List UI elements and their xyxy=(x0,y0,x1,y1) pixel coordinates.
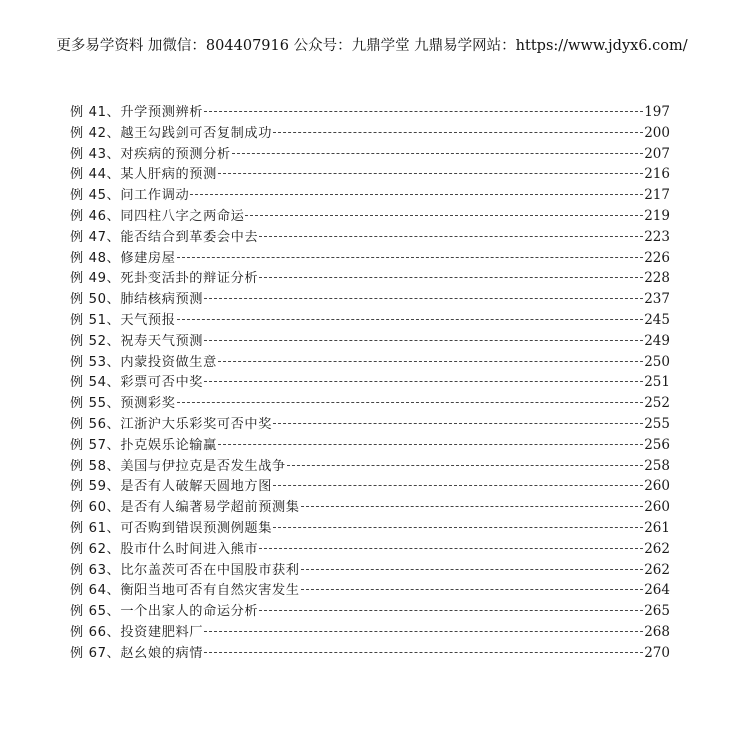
toc-entry-page: 270 xyxy=(644,644,670,661)
toc-entry xyxy=(70,185,670,206)
toc-entry-page: 197 xyxy=(644,104,670,120)
toc-entry-page: 219 xyxy=(644,207,670,224)
toc-entry-title: 例 64、衡阳当地可否有自然灾害发生 xyxy=(70,583,300,599)
toc-entry-page: 249 xyxy=(644,332,670,349)
toc-entry-page: 260 xyxy=(644,499,670,516)
toc-entry xyxy=(70,456,670,477)
toc-entry-title: 例 41、升学预测辨析 xyxy=(70,105,204,120)
toc-entry-title: 例 58、美国与伊拉克是否发生战争 xyxy=(70,458,286,474)
toc-entry xyxy=(70,414,670,435)
toc-entry xyxy=(70,102,670,123)
toc-entry-title: 例 62、股市什么时间进入熊市 xyxy=(70,541,259,557)
toc-entry xyxy=(70,560,670,581)
toc-entry-title: 例 48、修建房屋 xyxy=(70,250,176,266)
toc-entry-page: 200 xyxy=(644,124,670,141)
page-header: 更多易学资料 加微信：804407916 公众号：九鼎学堂 九鼎易学网站：https://www.jdyx6.com/ xyxy=(56,38,688,54)
toc-entry xyxy=(70,289,670,310)
toc-entry xyxy=(70,164,670,185)
toc-entry-page: 223 xyxy=(644,228,670,245)
toc-entry-page: 268 xyxy=(644,623,670,640)
dotted-leader xyxy=(204,651,643,653)
toc-entry-title: 例 59、是否有人破解天圆地方图 xyxy=(70,479,273,495)
dotted-leader xyxy=(301,568,644,570)
dotted-leader xyxy=(301,588,644,590)
toc-entry-page: 237 xyxy=(644,291,670,308)
toc-entry-page: 226 xyxy=(644,249,670,266)
toc-entry-page: 260 xyxy=(644,478,670,495)
toc-entry xyxy=(70,123,670,144)
dotted-leader xyxy=(177,318,644,320)
toc-entry-title: 例 42、越王勾践剑可否复制成功 xyxy=(70,125,273,141)
dotted-leader xyxy=(259,235,643,237)
toc-entry-title: 例 65、一个出家人的命运分析 xyxy=(70,604,259,620)
toc-entry xyxy=(70,622,670,643)
toc-entry-page: 252 xyxy=(644,395,670,412)
dotted-leader xyxy=(301,505,644,507)
dotted-leader xyxy=(218,443,643,445)
dotted-leader xyxy=(273,526,643,528)
dotted-leader xyxy=(218,360,643,362)
dotted-leader xyxy=(204,339,643,341)
toc-entry-page: 251 xyxy=(644,374,670,391)
toc-entry-title: 例 67、赵幺娘的病情 xyxy=(70,645,204,661)
toc-entry-title: 例 44、某人肝病的预测 xyxy=(70,167,217,183)
dotted-leader xyxy=(177,256,644,258)
toc-entry-page: 217 xyxy=(644,187,670,204)
toc-entry-page: 261 xyxy=(644,519,670,536)
toc-entry xyxy=(70,206,670,227)
dotted-leader xyxy=(204,380,643,382)
toc-entry xyxy=(70,372,670,393)
dotted-leader xyxy=(245,214,643,216)
dotted-leader xyxy=(287,464,643,466)
toc-entry xyxy=(70,539,670,560)
toc-entry xyxy=(70,144,670,165)
dotted-leader xyxy=(190,193,643,195)
toc-entry-title: 例 61、可否购到错误预测例题集 xyxy=(70,520,273,536)
dotted-leader xyxy=(259,276,643,278)
dotted-leader xyxy=(273,422,643,424)
dotted-leader xyxy=(232,152,644,154)
toc-entry-title: 例 46、同四柱八字之两命运 xyxy=(70,208,245,224)
toc-entry-page: 264 xyxy=(644,582,670,599)
dotted-leader xyxy=(177,401,644,403)
dotted-leader xyxy=(218,172,643,174)
toc-entry xyxy=(70,580,670,601)
toc-entry xyxy=(70,497,670,518)
toc-entry-title: 例 43、对疾病的预测分析 xyxy=(70,146,231,162)
toc-entry-page: 265 xyxy=(644,603,670,620)
dotted-leader xyxy=(273,131,643,133)
toc-entry-title: 例 49、死卦变活卦的辩证分析 xyxy=(70,271,259,287)
dotted-leader xyxy=(204,110,643,112)
toc-entry-title: 例 52、祝寿天气预测 xyxy=(70,333,204,349)
toc-entry-page: 216 xyxy=(644,166,670,183)
dotted-leader xyxy=(259,609,643,611)
toc-entry-title: 例 60、是否有人编著易学超前预测集 xyxy=(70,500,300,516)
toc-entry-title: 例 47、能否结合到革委会中去 xyxy=(70,229,259,245)
toc-entry-title: 例 66、投资建肥料厂 xyxy=(70,624,204,640)
toc-entry-title: 例 55、预测彩奖 xyxy=(70,396,176,412)
toc-entry-title: 例 53、内蒙投资做生意 xyxy=(70,354,217,370)
dotted-leader xyxy=(259,547,643,549)
toc-entry-page: 245 xyxy=(644,311,670,328)
toc-entry xyxy=(70,476,670,497)
toc-entry xyxy=(70,643,670,664)
toc-entry-title: 例 54、彩票可否中奖 xyxy=(70,375,204,391)
toc-entry-title: 例 51、天气预报 xyxy=(70,312,176,328)
toc-entry xyxy=(70,393,670,414)
toc-entry xyxy=(70,331,670,352)
toc-entry xyxy=(70,601,670,622)
toc-entry xyxy=(70,248,670,269)
table-of-contents xyxy=(70,102,670,664)
toc-entry xyxy=(70,435,670,456)
toc-entry-page: 228 xyxy=(644,270,670,287)
toc-entry xyxy=(70,310,670,331)
toc-entry xyxy=(70,268,670,289)
toc-entry-page: 256 xyxy=(644,436,670,453)
toc-entry xyxy=(70,227,670,248)
toc-entry xyxy=(70,352,670,373)
dotted-leader xyxy=(204,630,643,632)
toc-entry-page: 255 xyxy=(644,415,670,432)
toc-entry-page: 250 xyxy=(644,353,670,370)
toc-entry-title: 例 57、扑克娱乐论输赢 xyxy=(70,437,217,453)
toc-entry-page: 258 xyxy=(644,457,670,474)
dotted-leader xyxy=(273,484,643,486)
toc-entry-title: 例 63、比尔盖茨可否在中国股市获利 xyxy=(70,562,300,578)
toc-entry-title: 例 50、肺结核病预测 xyxy=(70,292,204,308)
toc-entry xyxy=(70,518,670,539)
toc-entry-page: 207 xyxy=(644,145,670,162)
toc-entry-page: 262 xyxy=(644,561,670,578)
dotted-leader xyxy=(204,297,643,299)
toc-entry-title: 例 56、江浙沪大乐彩奖可否中奖 xyxy=(70,416,273,432)
toc-entry-page: 262 xyxy=(644,540,670,557)
toc-entry-title: 例 45、问工作调动 xyxy=(70,188,190,204)
